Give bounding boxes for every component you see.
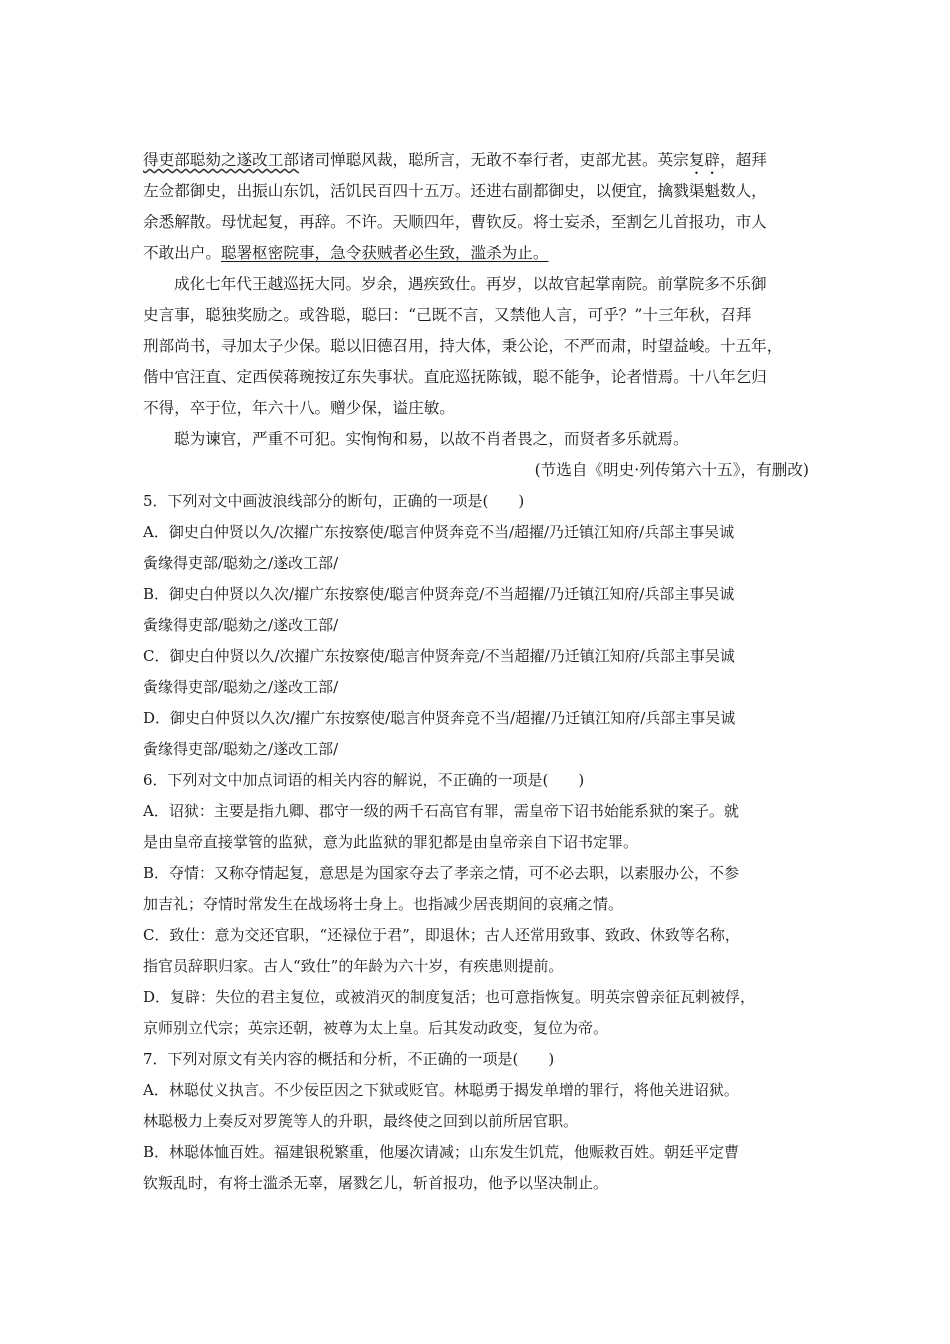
question-stem: 5．下列对文中画波浪线部分的断句，正确的一项是( ): [143, 492, 525, 510]
option-a-line-2[interactable]: 林聪极力上奏反对罗箎等人的升职，最终使之回到以前所居官职。: [143, 1112, 579, 1130]
source-citation: (节选自《明史·列传第六十五》，有删改): [534, 461, 809, 479]
document-page: [143, 145, 813, 1199]
question-7: [143, 1044, 813, 1199]
option-c-line-2[interactable]: 指官员辞职归家。古人“致仕”的年龄为六十岁，有疾患则提前。: [143, 957, 564, 975]
passage-line: 不得，卒于位，年六十八。赠少保，谥庄敏。: [143, 399, 455, 417]
option-a-line-2[interactable]: 是由皇帝直接掌管的监狱，意为此监狱的罪犯都是由皇帝亲自下诏书定罪。: [143, 833, 639, 851]
passage-line: 余悉解散。母忧起复，再辞。不许。天顺四年，曹钦反。将士妄杀，至割乞儿首报功，市人: [143, 213, 767, 231]
passage-line: 聪为谏官，严重不可犯。实恂恂和易，以故不肖者畏之，而贤者多乐就焉。: [174, 430, 689, 448]
option-a-line-2[interactable]: 夤缘得吏部/聪劾之/遂改工部/: [143, 554, 339, 572]
passage-text: 不敢出户。: [143, 244, 221, 262]
wavy-underlined-text: 得吏部聪劾之遂改工部: [143, 151, 299, 169]
option-d-line-1[interactable]: D．复辟：失位的君主复位，或被消灭的制度复活；也可意指恢复。明英宗曾亲征瓦剌被俘，: [143, 988, 756, 1006]
option-d-line-1[interactable]: D．御史白仲贤以久次/擢广东按察使/聪言仲贤奔竞不当/超擢/乃迁镇江知府/兵部主事吴诚: [143, 709, 736, 727]
passage-line: 刑部尚书，寻加太子少保。聪以旧德召用，持大体，秉公论，不严而肃，时望益峻。十五年，: [143, 337, 783, 355]
passage-line: [143, 238, 813, 269]
question-stem: 7．下列对原文有关内容的概括和分析，不正确的一项是( ): [143, 1050, 555, 1068]
option-b-line-1[interactable]: B．夺情：又称夺情起复，意思是为国家夺去了孝亲之情，可不必去职，以素服办公，不参: [143, 864, 740, 882]
option-c-line-1[interactable]: C．致仕：意为交还官职，“还禄位于君”，即退休；古人还常用致事、致政、休致等名称，: [143, 926, 740, 944]
option-c-line-2[interactable]: 夤缘得吏部/聪劾之/遂改工部/: [143, 678, 339, 696]
option-d-line-2[interactable]: 京师别立代宗；英宗还朝，被尊为太上皇。后其发动政变，复位为帝。: [143, 1019, 609, 1037]
option-a-line-1[interactable]: A．诏狱：主要是指九卿、郡守一级的两千石高官有罪，需皇帝下诏书始能系狱的案子。就: [143, 802, 739, 820]
option-b-line-2[interactable]: 夤缘得吏部/聪劾之/遂改工部/: [143, 616, 339, 634]
option-b-line-2[interactable]: 加吉礼；夺情时常发生在战场将士身上。也指减少居丧期间的哀痛之情。: [143, 895, 624, 913]
option-b-line-1[interactable]: B．御史白仲贤以久次/擢广东按察使/聪言仲贤奔竞/不当超擢/乃迁镇江知府/兵部主事吴诚: [143, 585, 735, 603]
passage-line: [143, 145, 813, 176]
option-a-line-1[interactable]: A．林聪仗义执言。不少佞臣因之下狱或贬官。林聪勇于揭发单增的罪行，将他关进诏狱。: [143, 1081, 739, 1099]
passage-line: 史言事，聪独奖励之。或咎聪，聪曰：“己既不言，又禁他人言，可乎？”十三年秋，召拜: [143, 306, 752, 324]
dotted-term: 复辟: [688, 151, 721, 169]
option-a-line-1[interactable]: A．御史白仲贤以久/次擢广东按察使/聪言仲贤奔竞不当/超擢/乃迁镇江知府/兵部主事吴诚: [143, 523, 735, 541]
passage-line: 左佥都御史，出振山东饥，活饥民百四十五万。还进右副都御史，以便宜，擒戮渠魁数人，: [143, 182, 767, 200]
question-5: [143, 486, 813, 765]
option-c-line-1[interactable]: C．御史白仲贤以久/次擢广东按察使/聪言仲贤奔竞/不当超擢/乃迁镇江知府/兵部主事吴诚: [143, 647, 735, 665]
passage-line: 成化七年代王越巡抚大同。岁余，遇疾致仕。再岁，以故官起掌南院。前掌院多不乐御: [174, 275, 767, 293]
option-d-line-2[interactable]: 夤缘得吏部/聪劾之/遂改工部/: [143, 740, 339, 758]
question-6: [143, 765, 813, 1044]
option-b-line-1[interactable]: B．林聪体恤百姓。福建银税繁重，他屡次请减；山东发生饥荒，他赈救百姓。朝廷平定曹: [143, 1143, 740, 1161]
underlined-sentence: 聪署枢密院事，急令获贼者必生致，滥杀为止。: [220, 244, 549, 262]
option-b-line-2[interactable]: 钦叛乱时，有将士滥杀无辜，屠戮乞儿，斩首报功，他予以坚决制止。: [143, 1174, 609, 1192]
passage-text: ，超拜: [720, 151, 767, 169]
question-stem: 6．下列对文中加点词语的相关内容的解说，不正确的一项是( ): [143, 771, 585, 789]
passage-text: 诸司惮聪风裁，聪所言，无敢不奉行者，吏部尤甚。英宗: [298, 151, 689, 169]
passage-line: 偕中官汪直、定西侯蒋琬按辽东失事状。直庇巡抚陈钺，聪不能争，论者惜焉。十八年乞归: [143, 368, 767, 386]
